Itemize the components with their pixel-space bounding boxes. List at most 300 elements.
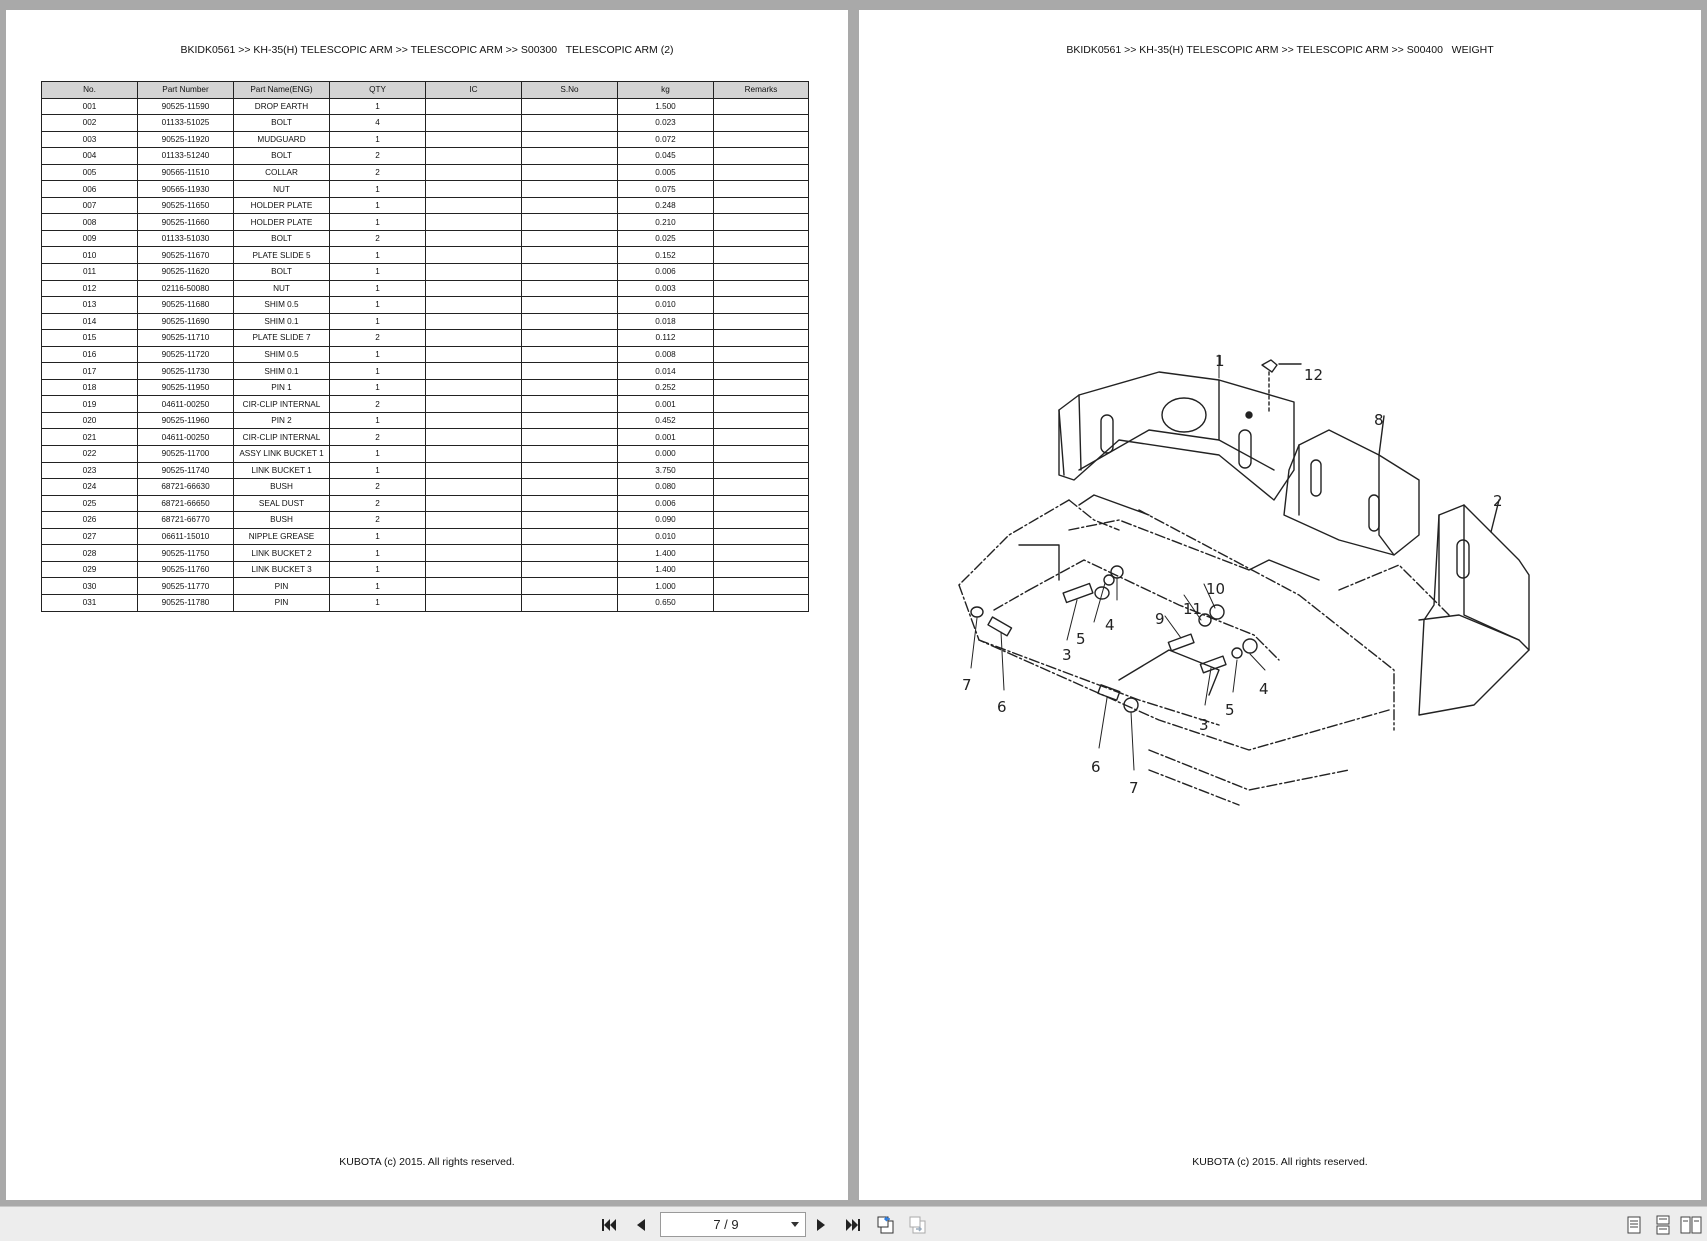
table-row (42, 578, 809, 595)
viewer-toolbar (0, 1206, 1707, 1241)
table-cell: 023 (42, 462, 138, 479)
table-cell (426, 528, 522, 545)
callout-number: 8 (1374, 411, 1384, 429)
table-cell: 003 (42, 131, 138, 148)
table-cell: 0.006 (618, 264, 714, 281)
table-cell: 1 (330, 280, 426, 297)
table-row (42, 346, 809, 363)
table-cell: 0.018 (618, 313, 714, 330)
table-cell: 90525-11590 (138, 98, 234, 115)
table-cell (522, 578, 618, 595)
table-cell (714, 313, 809, 330)
table-cell: 011 (42, 264, 138, 281)
table-cell: 90565-11930 (138, 181, 234, 198)
go-back-icon (876, 1215, 896, 1235)
table-cell: 90525-11920 (138, 131, 234, 148)
table-cell: 90525-11680 (138, 297, 234, 314)
table-cell: 0.023 (618, 115, 714, 132)
table-cell: 0.001 (618, 429, 714, 446)
table-row (42, 247, 809, 264)
table-row (42, 148, 809, 165)
table-cell: 90525-11670 (138, 247, 234, 264)
table-cell: HOLDER PLATE (234, 214, 330, 231)
continuous-view-button[interactable] (1652, 1214, 1674, 1236)
table-cell: SHIM 0.1 (234, 363, 330, 380)
plug-part-12 (1262, 360, 1301, 412)
table-cell: 025 (42, 495, 138, 512)
table-cell: 015 (42, 330, 138, 347)
table-cell: 010 (42, 247, 138, 264)
table-cell: BUSH (234, 479, 330, 496)
callout-number: 4 (1105, 616, 1115, 634)
table-cell (426, 363, 522, 380)
table-row (42, 512, 809, 529)
table-cell: 90525-11720 (138, 346, 234, 363)
table-cell: ASSY LINK BUCKET 1 (234, 446, 330, 463)
table-cell (522, 495, 618, 512)
table-cell (522, 446, 618, 463)
table-cell: 0.045 (618, 148, 714, 165)
table-cell: CIR-CLIP INTERNAL (234, 396, 330, 413)
last-page-icon (844, 1216, 862, 1234)
table-cell: 0.010 (618, 297, 714, 314)
table-cell (522, 479, 618, 496)
table-cell (426, 264, 522, 281)
right-page (859, 10, 1701, 1200)
table-cell: 029 (42, 561, 138, 578)
weight-body (959, 500, 1449, 805)
table-row (42, 230, 809, 247)
callout-number: 12 (1304, 366, 1324, 384)
table-cell: PIN (234, 578, 330, 595)
table-cell: BUSH (234, 512, 330, 529)
table-cell: 0.080 (618, 479, 714, 496)
table-cell: 68721-66770 (138, 512, 234, 529)
table-cell: 90525-11740 (138, 462, 234, 479)
table-cell: 001 (42, 98, 138, 115)
table-cell (522, 545, 618, 562)
table-cell: 0.005 (618, 164, 714, 181)
table-row (42, 446, 809, 463)
table-row (42, 297, 809, 314)
table-cell (714, 495, 809, 512)
column-header: IC (426, 82, 522, 99)
table-cell: 2 (330, 330, 426, 347)
callout-number: 3 (1199, 716, 1209, 734)
table-cell (426, 115, 522, 132)
table-cell: 0.152 (618, 247, 714, 264)
table-cell: BOLT (234, 148, 330, 165)
table-cell (426, 379, 522, 396)
table-cell: 0.008 (618, 346, 714, 363)
table-cell: 0.014 (618, 363, 714, 380)
table-cell: 026 (42, 512, 138, 529)
table-cell: 2 (330, 164, 426, 181)
table-cell: 022 (42, 446, 138, 463)
table-cell (714, 148, 809, 165)
table-cell: 90525-11950 (138, 379, 234, 396)
table-cell: 90525-11710 (138, 330, 234, 347)
table-cell (522, 297, 618, 314)
table-cell: 1 (330, 297, 426, 314)
table-cell: 1 (330, 214, 426, 231)
table-cell (426, 346, 522, 363)
table-row (42, 396, 809, 413)
table-cell (714, 528, 809, 545)
table-cell: 0.252 (618, 379, 714, 396)
go-forward-button[interactable] (907, 1214, 929, 1236)
table-cell (426, 429, 522, 446)
table-row (42, 115, 809, 132)
table-cell: 1 (330, 594, 426, 611)
table-cell: 68721-66650 (138, 495, 234, 512)
previous-page-button[interactable] (630, 1214, 652, 1236)
page-number-select[interactable] (660, 1212, 806, 1237)
table-cell (714, 545, 809, 562)
table-cell: 2 (330, 495, 426, 512)
table-cell (426, 561, 522, 578)
table-cell (426, 495, 522, 512)
table-cell: 0.001 (618, 396, 714, 413)
callout-number: 5 (1225, 701, 1235, 719)
table-cell: 018 (42, 379, 138, 396)
table-cell (714, 578, 809, 595)
table-cell (426, 297, 522, 314)
table-cell (426, 98, 522, 115)
table-cell (714, 429, 809, 446)
table-cell: 90525-11690 (138, 313, 234, 330)
table-cell: 008 (42, 214, 138, 231)
table-cell (426, 446, 522, 463)
last-page-button[interactable] (842, 1214, 864, 1236)
table-cell: 90525-11770 (138, 578, 234, 595)
table-cell: 90565-11510 (138, 164, 234, 181)
table-cell (714, 379, 809, 396)
table-cell: 2 (330, 512, 426, 529)
table-row (42, 313, 809, 330)
callout-number: 6 (997, 698, 1007, 716)
table-row (42, 594, 809, 611)
table-cell (522, 280, 618, 297)
table-cell (522, 98, 618, 115)
right-page-header: BKIDK0561 >> KH-35(H) TELESCOPIC ARM >> TELESCOPIC ARM >> S00400 WEIGHT (1066, 44, 1494, 56)
table-cell (714, 363, 809, 380)
table-cell (426, 247, 522, 264)
table-cell (714, 412, 809, 429)
table-cell: 002 (42, 115, 138, 132)
table-cell: CIR-CLIP INTERNAL (234, 429, 330, 446)
table-cell: 0.248 (618, 197, 714, 214)
callout-number: 6 (1091, 758, 1101, 776)
table-cell (522, 412, 618, 429)
table-cell (426, 545, 522, 562)
table-cell: SHIM 0.1 (234, 313, 330, 330)
table-cell: 005 (42, 164, 138, 181)
go-back-button[interactable] (875, 1214, 897, 1236)
table-cell: 0.075 (618, 181, 714, 198)
table-cell (522, 164, 618, 181)
go-forward-icon (908, 1215, 928, 1235)
table-cell (426, 462, 522, 479)
table-cell: 0.025 (618, 230, 714, 247)
table-cell: 3.750 (618, 462, 714, 479)
table-cell (714, 346, 809, 363)
table-cell: 90525-11700 (138, 446, 234, 463)
table-cell: LINK BUCKET 3 (234, 561, 330, 578)
table-cell (426, 396, 522, 413)
table-cell (714, 479, 809, 496)
table-cell: 04611-00250 (138, 429, 234, 446)
table-cell: 90525-11750 (138, 545, 234, 562)
table-cell: 016 (42, 346, 138, 363)
callout-number: 10 (1206, 580, 1226, 598)
table-row (42, 264, 809, 281)
table-cell (426, 330, 522, 347)
table-cell: 1 (330, 313, 426, 330)
table-cell: 68721-66630 (138, 479, 234, 496)
table-cell: 1 (330, 412, 426, 429)
table-cell: 01133-51240 (138, 148, 234, 165)
table-cell (522, 148, 618, 165)
table-cell: 2 (330, 479, 426, 496)
table-cell: 0.000 (618, 446, 714, 463)
table-cell: BOLT (234, 264, 330, 281)
next-page-button[interactable] (810, 1214, 832, 1236)
table-cell (714, 446, 809, 463)
table-cell (522, 528, 618, 545)
table-cell: 90525-11650 (138, 197, 234, 214)
table-cell: 90525-11660 (138, 214, 234, 231)
table-cell (714, 594, 809, 611)
table-cell: 1 (330, 131, 426, 148)
table-cell (522, 512, 618, 529)
table-cell: 04611-00250 (138, 396, 234, 413)
callout-number: 5 (1076, 630, 1086, 648)
table-cell (426, 280, 522, 297)
table-cell: PIN (234, 594, 330, 611)
table-row (42, 280, 809, 297)
table-cell: 1 (330, 561, 426, 578)
callout-number: 7 (1129, 779, 1139, 797)
table-cell: 2 (330, 429, 426, 446)
table-cell: 1.000 (618, 578, 714, 595)
table-cell: 024 (42, 479, 138, 496)
table-cell (714, 247, 809, 264)
table-cell: SHIM 0.5 (234, 346, 330, 363)
table-cell (522, 561, 618, 578)
table-cell (522, 197, 618, 214)
table-cell: 2 (330, 148, 426, 165)
table-row (42, 561, 809, 578)
first-page-button[interactable] (598, 1214, 620, 1236)
table-cell (714, 297, 809, 314)
column-header: QTY (330, 82, 426, 99)
table-cell (522, 363, 618, 380)
table-cell: 1 (330, 363, 426, 380)
table-cell (714, 181, 809, 198)
table-cell: LINK BUCKET 2 (234, 545, 330, 562)
table-cell: 90525-11960 (138, 412, 234, 429)
table-cell (522, 346, 618, 363)
table-cell (522, 594, 618, 611)
facing-pages-view-button[interactable] (1680, 1214, 1702, 1236)
page-number-value: 7 / 9 (713, 1217, 739, 1232)
table-cell: 4 (330, 115, 426, 132)
table-cell (522, 181, 618, 198)
table-cell: 1 (330, 379, 426, 396)
table-cell: 1 (330, 346, 426, 363)
table-cell (426, 214, 522, 231)
table-cell: COLLAR (234, 164, 330, 181)
table-cell: 012 (42, 280, 138, 297)
table-cell: 009 (42, 230, 138, 247)
table-cell: 1.400 (618, 545, 714, 562)
table-cell: 90525-11730 (138, 363, 234, 380)
table-cell (522, 462, 618, 479)
callout-number: 9 (1155, 610, 1165, 628)
table-row (42, 197, 809, 214)
table-cell: 0.112 (618, 330, 714, 347)
table-cell: 007 (42, 197, 138, 214)
table-cell: 1 (330, 578, 426, 595)
table-cell: 0.650 (618, 594, 714, 611)
table-cell (426, 230, 522, 247)
table-cell (714, 197, 809, 214)
table-cell (714, 98, 809, 115)
callout-number: 4 (1259, 680, 1269, 698)
table-cell: 1 (330, 98, 426, 115)
table-cell: 1.500 (618, 98, 714, 115)
table-cell: PIN 1 (234, 379, 330, 396)
weight-part-8 (1284, 416, 1419, 555)
single-page-view-button[interactable] (1623, 1214, 1645, 1236)
table-row (42, 495, 809, 512)
table-cell (522, 247, 618, 264)
table-row (42, 412, 809, 429)
table-cell (426, 479, 522, 496)
table-cell: NUT (234, 280, 330, 297)
table-cell (426, 164, 522, 181)
table-cell (714, 561, 809, 578)
table-cell: 004 (42, 148, 138, 165)
column-header: kg (618, 82, 714, 99)
table-cell: 1 (330, 181, 426, 198)
table-header-row (42, 82, 809, 99)
table-cell (714, 280, 809, 297)
previous-page-icon (632, 1216, 650, 1234)
table-cell (426, 148, 522, 165)
table-cell: 1.400 (618, 561, 714, 578)
table-row (42, 214, 809, 231)
table-cell: BOLT (234, 115, 330, 132)
table-cell (714, 512, 809, 529)
table-cell: 027 (42, 528, 138, 545)
table-cell (426, 594, 522, 611)
table-cell (522, 230, 618, 247)
table-row (42, 429, 809, 446)
table-cell (522, 379, 618, 396)
table-cell (522, 313, 618, 330)
next-page-icon (812, 1216, 830, 1234)
table-cell (426, 181, 522, 198)
table-cell: MUDGUARD (234, 131, 330, 148)
table-cell (522, 115, 618, 132)
left-page (6, 10, 848, 1200)
callout-number: 1 (1215, 352, 1225, 370)
table-cell (426, 578, 522, 595)
table-cell: PLATE SLIDE 5 (234, 247, 330, 264)
table-cell (426, 131, 522, 148)
table-row (42, 462, 809, 479)
single-page-view-icon (1626, 1215, 1642, 1235)
table-cell (522, 330, 618, 347)
left-page-footer: KUBOTA (c) 2015. All rights reserved. (339, 1156, 515, 1168)
table-cell: DROP EARTH (234, 98, 330, 115)
table-cell: 06611-15010 (138, 528, 234, 545)
table-cell: 1 (330, 545, 426, 562)
table-cell (522, 214, 618, 231)
table-cell (522, 429, 618, 446)
table-cell: 0.003 (618, 280, 714, 297)
table-cell: 1 (330, 446, 426, 463)
table-row (42, 528, 809, 545)
table-cell: 014 (42, 313, 138, 330)
table-row (42, 479, 809, 496)
table-cell (714, 214, 809, 231)
callout-number: 11 (1183, 600, 1203, 618)
weight-part-1 (1059, 372, 1294, 500)
callout-number: 2 (1493, 492, 1503, 510)
table-cell: 0.006 (618, 495, 714, 512)
left-page-header: BKIDK0561 >> KH-35(H) TELESCOPIC ARM >> TELESCOPIC ARM >> S00300 TELESCOPIC ARM (2) (180, 44, 674, 56)
table-cell: 1 (330, 462, 426, 479)
table-cell: 90525-11620 (138, 264, 234, 281)
table-row (42, 164, 809, 181)
table-cell (522, 396, 618, 413)
right-page-footer: KUBOTA (c) 2015. All rights reserved. (1192, 1156, 1368, 1168)
table-cell: 90525-11760 (138, 561, 234, 578)
facing-pages-view-icon (1680, 1215, 1702, 1235)
column-header: Part Name(ENG) (234, 82, 330, 99)
table-cell (714, 230, 809, 247)
table-cell (714, 115, 809, 132)
table-cell: 1 (330, 264, 426, 281)
table-cell (522, 131, 618, 148)
table-cell: 031 (42, 594, 138, 611)
table-cell: LINK BUCKET 1 (234, 462, 330, 479)
table-cell (714, 462, 809, 479)
table-row (42, 98, 809, 115)
table-cell: 1 (330, 247, 426, 264)
table-cell: 2 (330, 396, 426, 413)
table-cell: SEAL DUST (234, 495, 330, 512)
table-row (42, 379, 809, 396)
table-row (42, 131, 809, 148)
table-cell: PIN 2 (234, 412, 330, 429)
table-cell: 0.010 (618, 528, 714, 545)
table-cell (714, 131, 809, 148)
table-cell: 1 (330, 528, 426, 545)
table-cell: BOLT (234, 230, 330, 247)
weight-part-2 (1419, 500, 1529, 715)
table-cell (426, 197, 522, 214)
table-cell (714, 330, 809, 347)
column-header: S.No (522, 82, 618, 99)
leader-lines (971, 355, 1265, 770)
table-row (42, 330, 809, 347)
table-cell: 021 (42, 429, 138, 446)
table-cell: 2 (330, 230, 426, 247)
